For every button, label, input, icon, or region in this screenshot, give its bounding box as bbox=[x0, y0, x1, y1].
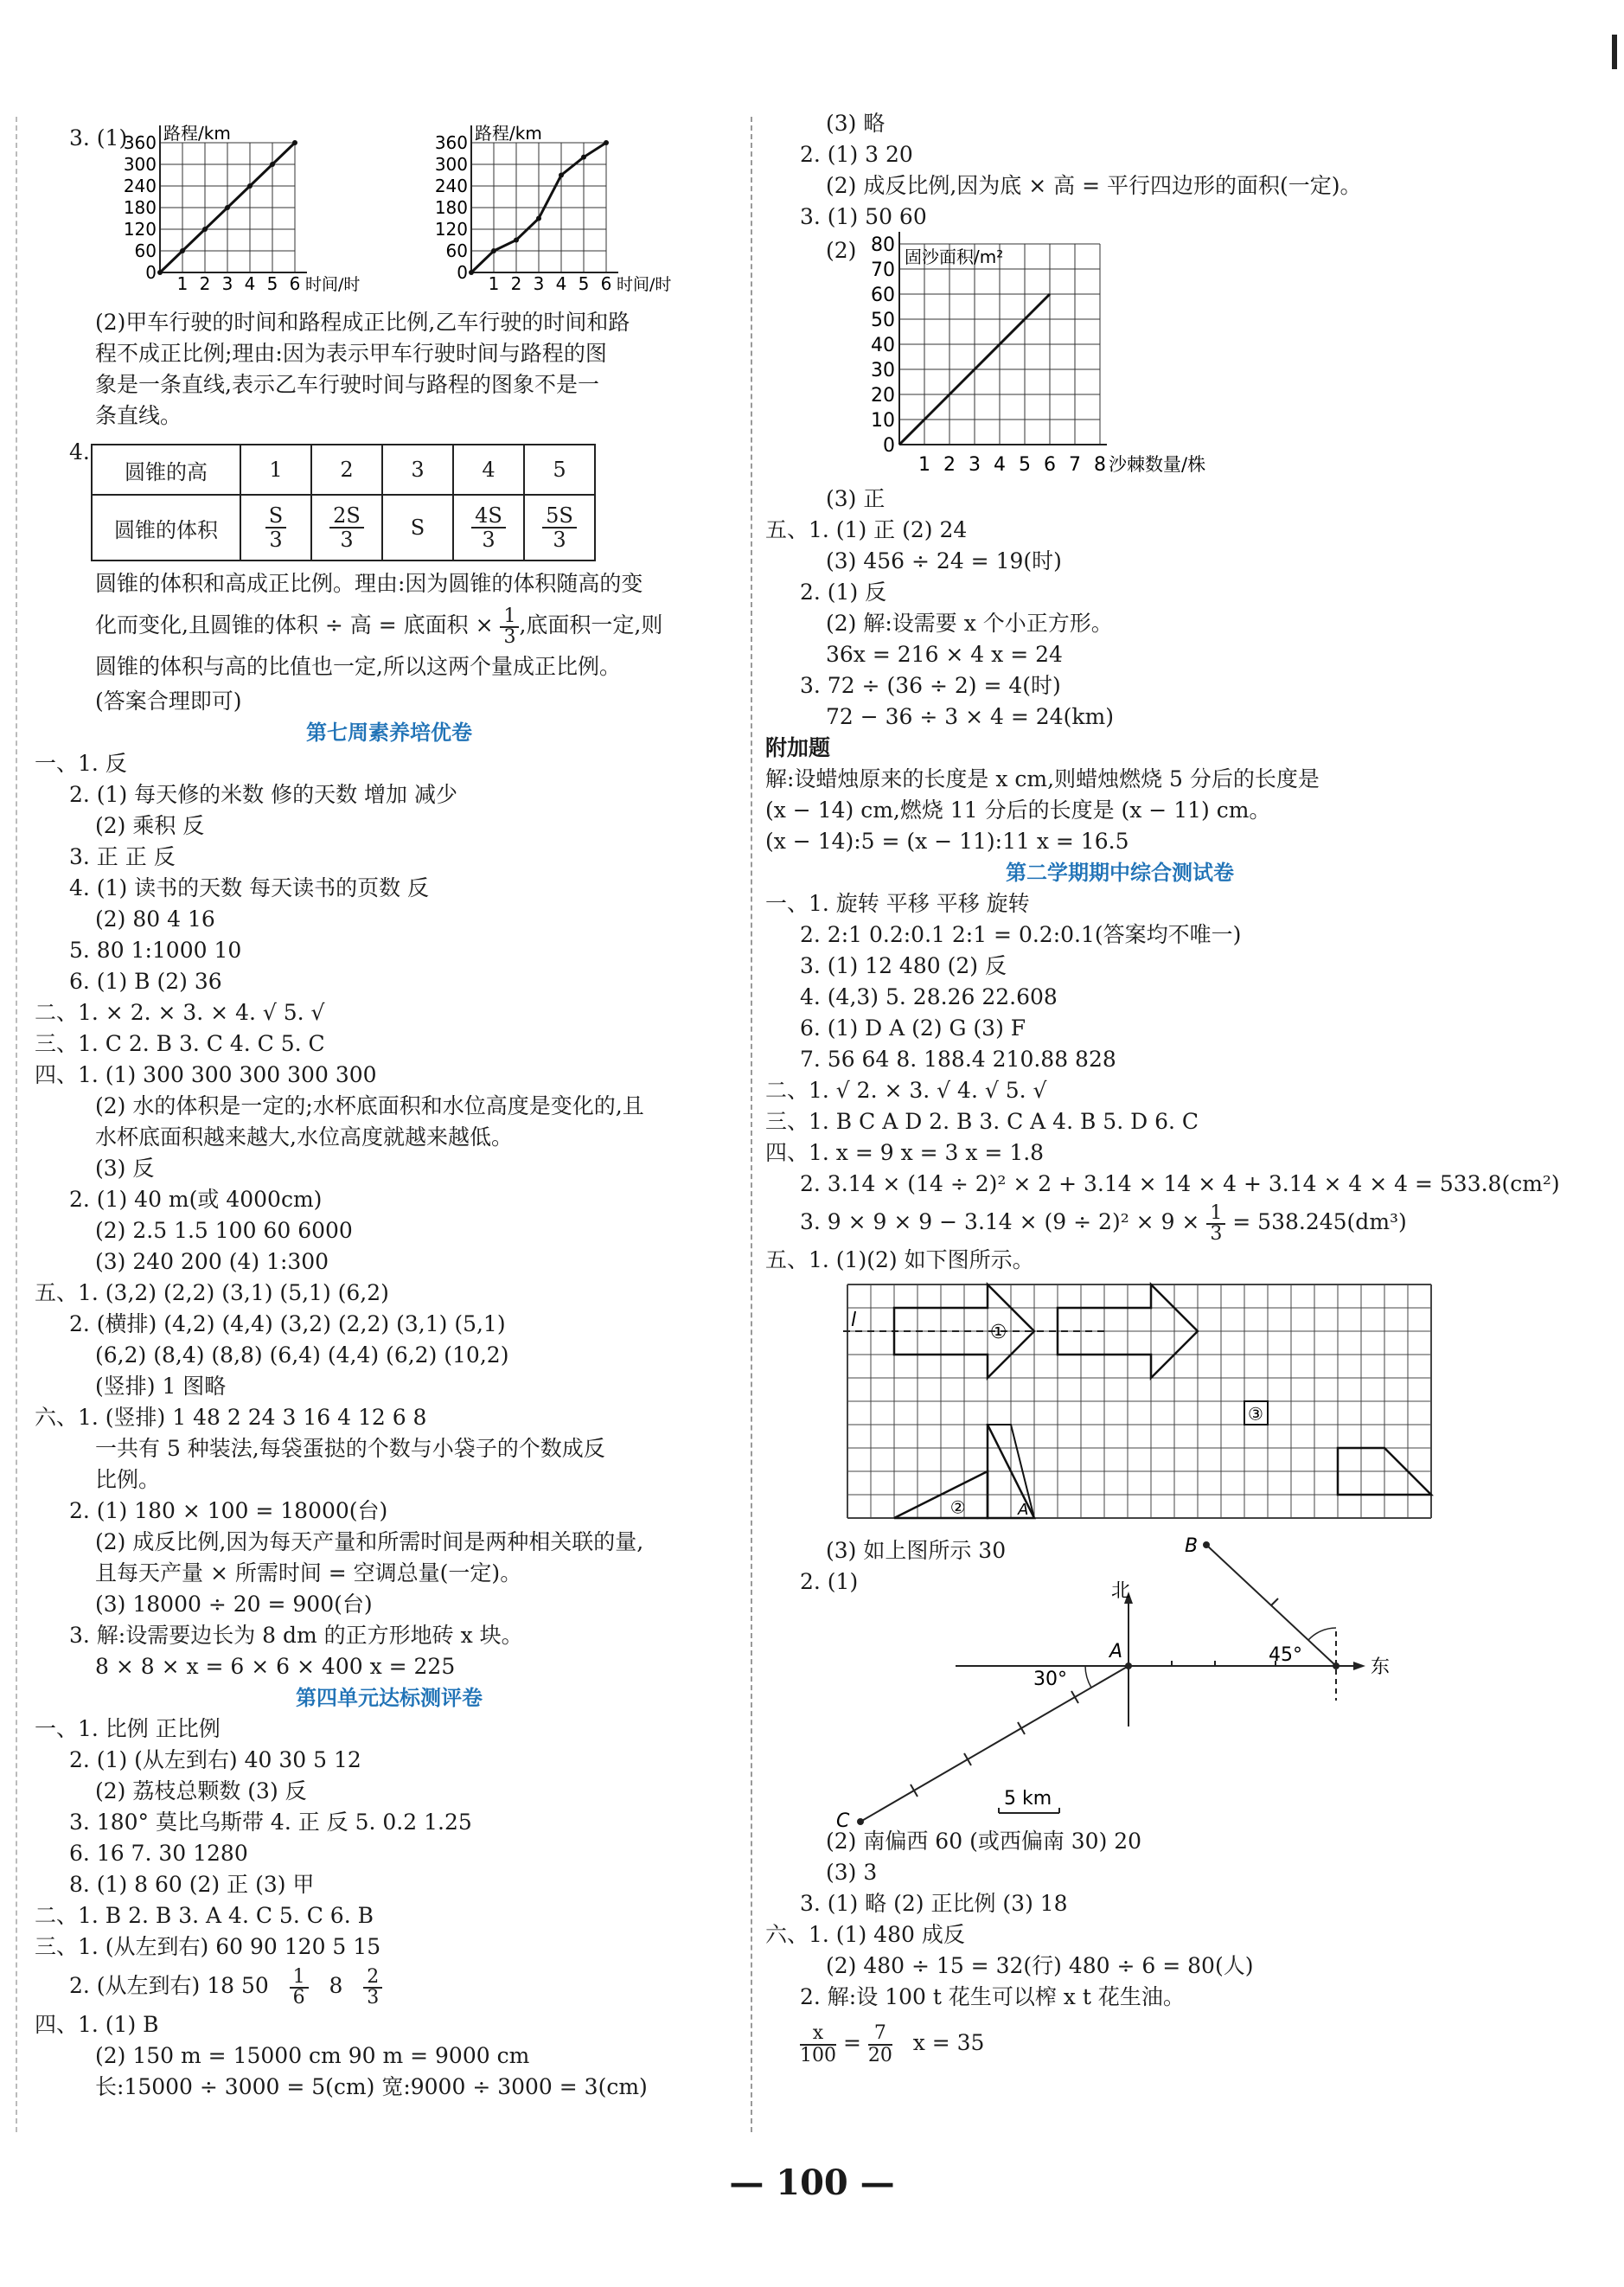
answer-line: 一共有 5 种装法,每袋蛋挞的个数与小袋子的个数成反 bbox=[95, 1436, 605, 1461]
answer-line: 三、1. B C A D 2. B 3. C A 4. B 5. D 6. C bbox=[765, 1109, 1199, 1134]
data-point bbox=[581, 155, 586, 160]
answer-line: 一、1. 比例 正比例 bbox=[35, 1716, 221, 1741]
angle-label: 45° bbox=[1269, 1644, 1302, 1666]
cone-volume-cell bbox=[453, 495, 524, 561]
answer-part: = bbox=[842, 2030, 861, 2055]
frac-num: 4S bbox=[471, 504, 506, 529]
line-c bbox=[860, 1666, 1128, 1822]
frac-den: 3 bbox=[367, 1986, 380, 2008]
scale-label: 5 km bbox=[1004, 1788, 1052, 1810]
answer-line: 6. 16 7. 30 1280 bbox=[69, 1841, 248, 1866]
data-point bbox=[491, 248, 496, 253]
answer-line: 解:设蜡烛原来的长度是 x cm,则蜡烛燃烧 5 分后的长度是 bbox=[765, 766, 1320, 791]
x-tick-label: 2 bbox=[199, 273, 211, 294]
answer-line: (3) 456 ÷ 24 = 19(时) bbox=[826, 548, 1062, 573]
tick-c bbox=[1071, 1691, 1078, 1703]
answer-line: (2) 乘积 反 bbox=[95, 813, 205, 838]
y-tick-label: 60 bbox=[134, 240, 157, 261]
unit4-answers bbox=[35, 1714, 744, 1963]
cone-table bbox=[91, 444, 596, 561]
answer-line: 水杯底面积越来越大,水位高度就越来越低。 bbox=[95, 1124, 513, 1150]
answer-line: 3. (1) 12 480 (2) 反 bbox=[800, 953, 1007, 978]
y-tick-label: 20 bbox=[871, 385, 895, 407]
point-label: C bbox=[836, 1810, 850, 1832]
answer-line: 象是一条直线,表示乙车行驶时间与路程的图象不是一 bbox=[95, 372, 599, 397]
answer-line: 8 × 8 × x = 6 × 6 × 400 x = 225 bbox=[95, 1654, 456, 1679]
x-tick-label: 8 bbox=[1094, 454, 1106, 476]
answer-line: 2. (横排) (4,2) (4,4) (3,2) (2,2) (3,1) (5,1) bbox=[69, 1311, 506, 1336]
chart-jia-car bbox=[125, 117, 419, 303]
x-axis-label: 时间/时 bbox=[305, 275, 361, 294]
x-axis-label: 沙棘数量/株 bbox=[1109, 454, 1206, 475]
answer-line bbox=[35, 1963, 744, 2009]
x-tick-label: 3 bbox=[533, 273, 545, 294]
data-point bbox=[469, 270, 474, 275]
point-label: A bbox=[1109, 1641, 1123, 1662]
point-label: B bbox=[1185, 1535, 1199, 1557]
frac-den: 3 bbox=[503, 625, 516, 648]
chart-yi-car bbox=[434, 117, 731, 303]
data-point bbox=[247, 183, 253, 189]
q3-charts bbox=[35, 108, 744, 307]
q4-text-line: 圆锥的体积与高的比值也一定,所以这两个量成正比例。 bbox=[95, 654, 621, 679]
x-tick-label: 4 bbox=[555, 273, 567, 294]
cone-height-cell: 5 bbox=[524, 445, 595, 495]
answer-line: (2) 150 m = 15000 cm 90 m = 9000 cm bbox=[95, 2043, 530, 2068]
cone-height-cell: 1 bbox=[240, 445, 311, 495]
answer-line: (2) 荔枝总颗数 (3) 反 bbox=[95, 1778, 307, 1803]
answer-line: 五、1. (1)(2) 如下图所示。 bbox=[765, 1247, 1034, 1272]
y-tick-label: 0 bbox=[883, 435, 895, 457]
section-title-week7: 第七周素养培优卷 bbox=[306, 721, 472, 745]
answer-line bbox=[765, 2013, 1474, 2073]
q4-text-part: ,底面积一定,则 bbox=[519, 612, 663, 637]
right-after-chart bbox=[765, 484, 1474, 733]
data-point bbox=[559, 173, 564, 178]
answer-line: 六、1. (竖排) 1 48 2 24 3 16 4 12 6 8 bbox=[35, 1405, 427, 1430]
frac-den: 3 bbox=[1210, 1222, 1223, 1245]
x-tick-label: 6 bbox=[600, 273, 612, 294]
data-point bbox=[536, 216, 541, 221]
q4-block bbox=[35, 435, 744, 565]
answer-part: x = 35 bbox=[912, 2030, 985, 2055]
answer-line: 四、1. x = 9 x = 3 x = 1.8 bbox=[765, 1140, 1045, 1165]
answer-line: 一、1. 反 bbox=[35, 751, 127, 776]
grid-figure-block bbox=[765, 1276, 1474, 1535]
answer-line: (竖排) 1 图略 bbox=[95, 1374, 227, 1399]
answer-line: 7. 56 64 8. 188.4 210.88 828 bbox=[800, 1047, 1116, 1072]
answer-line: 2. 3.14 × (14 ÷ 2)² × 2 + 3.14 × 14 × 4 + 3.14 × 4 × 4 = 533.8(cm²) bbox=[800, 1171, 1560, 1196]
x-tick-label: 2 bbox=[943, 454, 956, 476]
frac-num: S bbox=[265, 504, 286, 529]
answer-line: (2)甲车行驶的时间和路程成正比例,乙车行驶的时间和路 bbox=[95, 310, 630, 335]
answer-line: 36x = 216 × 4 x = 24 bbox=[826, 642, 1063, 667]
y-axis-label: 固沙面积/m² bbox=[905, 247, 1004, 267]
answer-line: (3) 正 bbox=[826, 486, 886, 511]
answer-line: 2. 2:1 0.2:0.1 2:1 = 0.2:0.1(答案均不唯一) bbox=[800, 922, 1242, 947]
midterm-answers bbox=[765, 888, 1560, 1200]
y-tick-label: 60 bbox=[871, 285, 895, 306]
y-tick-label: 120 bbox=[434, 219, 468, 240]
answer-line: 二、1. √ 2. × 3. √ 4. √ 5. √ bbox=[765, 1078, 1047, 1103]
left-column bbox=[35, 108, 744, 2103]
x-tick-label: 3 bbox=[969, 454, 981, 476]
y-axis-label: 路程/km bbox=[475, 123, 542, 144]
answer-line: 三、1. C 2. B 3. C 4. C 5. C bbox=[35, 1031, 325, 1056]
cone-height-row bbox=[92, 445, 595, 495]
cone-volume-cell: S bbox=[382, 495, 453, 561]
answer-line: (2) 成反比例,因为每天产量和所需时间是两种相关联的量, bbox=[95, 1529, 644, 1554]
tick-c bbox=[1018, 1722, 1025, 1734]
chart3-label: (2) bbox=[826, 238, 857, 263]
east-label: 东 bbox=[1371, 1656, 1391, 1678]
y-tick-label: 70 bbox=[871, 259, 895, 281]
right-column bbox=[765, 108, 1560, 2073]
answer-line: 4. (4,3) 5. 28.26 22.608 bbox=[800, 984, 1058, 1009]
q4-text-part: 化而变化,且圆锥的体积 ÷ 高 = 底面积 × bbox=[95, 612, 494, 637]
transform-grid bbox=[826, 1276, 1448, 1535]
frac-num: 1 bbox=[1206, 1204, 1225, 1225]
unit4-answers-tail bbox=[35, 2009, 744, 2103]
data-point bbox=[514, 238, 519, 243]
frac-den: 6 bbox=[292, 1986, 305, 2008]
frac-den: 3 bbox=[482, 528, 496, 552]
answer-line: (3) 18000 ÷ 20 = 900(台) bbox=[95, 1592, 373, 1617]
y-tick-label: 120 bbox=[123, 219, 157, 240]
answer-line: 2. (1) 每天修的米数 修的天数 增加 减少 bbox=[69, 782, 458, 807]
answer-line: 3. 180° 莫比乌斯带 4. 正 反 5. 0.2 1.25 bbox=[69, 1810, 472, 1835]
y-tick-label: 240 bbox=[123, 176, 157, 196]
q4-text-line: 圆锥的体积和高成正比例。理由:因为圆锥的体积随高的变 bbox=[95, 571, 643, 596]
answer-line: 三、1. (从左到右) 60 90 120 5 15 bbox=[35, 1934, 381, 1959]
frac-num: x bbox=[800, 2023, 836, 2046]
frac-num: 7 bbox=[868, 2023, 892, 2046]
answer-line: 6. (1) B (2) 36 bbox=[69, 969, 222, 994]
x-tick-label: 1 bbox=[918, 454, 930, 476]
answer-line: 2. (1) 180 × 100 = 18000(台) bbox=[69, 1498, 388, 1523]
y-tick-label: 300 bbox=[123, 154, 157, 175]
answer-line: 六、1. (1) 480 成反 bbox=[765, 1922, 965, 1947]
frac-den: 3 bbox=[269, 528, 283, 552]
cone-volume-row bbox=[92, 495, 595, 561]
tick-c bbox=[964, 1753, 971, 1765]
y-tick-label: 30 bbox=[871, 360, 895, 381]
answer-line: (2) 水的体积是一定的;水杯底面积和水位高度是变化的,且 bbox=[95, 1093, 644, 1118]
y-axis-label: 路程/km bbox=[163, 123, 231, 144]
y-tick-label: 360 bbox=[123, 132, 157, 153]
week7-answers bbox=[35, 748, 744, 1682]
answer-line: 3. 72 ÷ (36 ÷ 2) = 4(时) bbox=[800, 673, 1061, 698]
answer-line: 五、1. (3,2) (2,2) (3,1) (5,1) (6,2) bbox=[35, 1280, 389, 1305]
answer-line: 2. (1) 40 m(或 4000cm) bbox=[69, 1187, 323, 1212]
answer-line: 比例。 bbox=[95, 1467, 161, 1492]
data-point bbox=[604, 140, 609, 145]
chart-sand-area bbox=[860, 233, 1206, 484]
x-tick-label: 1 bbox=[488, 273, 500, 294]
data-point bbox=[292, 140, 297, 145]
answer-line: 3. (1) 略 (2) 正比例 (3) 18 bbox=[800, 1891, 1068, 1916]
east-arrow bbox=[1353, 1662, 1365, 1670]
angle-arc-45 bbox=[1308, 1628, 1336, 1640]
data-point bbox=[225, 205, 230, 210]
x-tick-label: 2 bbox=[510, 273, 522, 294]
x-tick-label: 7 bbox=[1069, 454, 1081, 476]
chart3-block bbox=[765, 233, 1474, 484]
x-tick-label: 6 bbox=[1044, 454, 1056, 476]
answer-line: 3. 解:设需要边长为 8 dm 的正方形地砖 x 块。 bbox=[69, 1623, 523, 1648]
answer-line: 72 − 36 ÷ 3 × 4 = 24(km) bbox=[826, 704, 1114, 729]
answer-line: 2. (1) 反 bbox=[800, 580, 887, 605]
frac-num: 2S bbox=[329, 504, 364, 529]
q4-label: 4. bbox=[69, 439, 90, 464]
frac-num: 1 bbox=[290, 1968, 309, 1989]
frac-den: 3 bbox=[553, 528, 566, 552]
extra-title: 附加题 bbox=[765, 735, 831, 760]
shape-label: ② bbox=[949, 1496, 966, 1518]
answer-line: 五、1. (1) 正 (2) 24 bbox=[765, 517, 968, 542]
y-tick-label: 240 bbox=[434, 176, 468, 196]
frac-num: 2 bbox=[363, 1968, 382, 1989]
answer-line: (2) 480 ÷ 15 = 32(行) 480 ÷ 6 = 80(人) bbox=[826, 1953, 1254, 1978]
answer-line: 5. 80 1:1000 10 bbox=[69, 938, 242, 963]
cone-volume-header: 圆锥的体积 bbox=[92, 495, 240, 561]
x-axis-label: 时间/时 bbox=[617, 275, 672, 294]
q3-answer-2 bbox=[35, 307, 744, 432]
y-tick-label: 10 bbox=[871, 410, 895, 432]
y-tick-label: 300 bbox=[434, 154, 468, 175]
y-tick-label: 40 bbox=[871, 335, 895, 356]
tick-b bbox=[1271, 1598, 1278, 1605]
right-top-answers bbox=[765, 108, 1474, 233]
frac-den: 100 bbox=[800, 2044, 836, 2066]
y-tick-label: 60 bbox=[445, 240, 468, 261]
cone-height-cell: 3 bbox=[382, 445, 453, 495]
answer-line: 3. (1) 50 60 bbox=[800, 204, 927, 229]
answer-line: 且每天产量 × 所需时间 = 空调总量(一定)。 bbox=[95, 1560, 522, 1586]
cone-height-cell: 4 bbox=[453, 445, 524, 495]
shape-label: ③ bbox=[1248, 1403, 1263, 1425]
y-tick-label: 180 bbox=[434, 197, 468, 218]
answer-line: 四、1. (1) B bbox=[35, 2012, 159, 2037]
y-tick-label: 360 bbox=[434, 132, 468, 153]
x-tick-label: 5 bbox=[266, 273, 278, 294]
answer-line: 2. (1) (从左到右) 40 30 5 12 bbox=[69, 1747, 361, 1772]
corner-mark bbox=[1612, 35, 1617, 69]
tick-c bbox=[911, 1784, 917, 1797]
q4-text-line: (答案合理即可) bbox=[95, 689, 242, 714]
answer-line: 程不成正比例;理由:因为表示甲车行驶时间与路程的图 bbox=[95, 341, 607, 366]
cone-height-cell: 2 bbox=[311, 445, 382, 495]
answer-line bbox=[765, 1200, 1474, 1245]
x-tick-label: 5 bbox=[578, 273, 590, 294]
point-label: A bbox=[1018, 1501, 1029, 1519]
answer-line: (2) 2.5 1.5 100 60 6000 bbox=[95, 1218, 353, 1243]
q4-text-line bbox=[35, 603, 744, 648]
section-title-unit4: 第四单元达标测评卷 bbox=[296, 1686, 483, 1710]
cone-height-header: 圆锥的高 bbox=[92, 445, 240, 495]
answer-line: 6. (1) D A (2) G (3) F bbox=[800, 1015, 1026, 1041]
frac-den: 20 bbox=[867, 2044, 892, 2066]
cone-volume-cell bbox=[311, 495, 382, 561]
y-tick-label: 0 bbox=[145, 262, 157, 283]
answer-line: (3) 反 bbox=[95, 1156, 155, 1181]
x-tick-label: 1 bbox=[176, 273, 189, 294]
answer-line: 长:15000 ÷ 3000 = 5(cm) 宽:9000 ÷ 3000 = 3(cm) bbox=[95, 2074, 648, 2099]
point-b bbox=[1203, 1541, 1210, 1548]
answer-line: (x − 14):5 = (x − 11):11 x = 16.5 bbox=[765, 829, 1129, 854]
data-point bbox=[202, 227, 208, 232]
answer-line: 四、1. (1) 300 300 300 300 300 bbox=[35, 1062, 377, 1087]
answer-line: (2) 南偏西 60 (或西偏南 30) 20 bbox=[826, 1829, 1142, 1854]
y-tick-label: 50 bbox=[871, 310, 895, 331]
x-tick-label: 4 bbox=[994, 454, 1006, 476]
answer-line: 二、1. B 2. B 3. A 4. C 5. C 6. B bbox=[35, 1903, 374, 1928]
y-tick-label: 180 bbox=[123, 197, 157, 218]
angle-label: 30° bbox=[1033, 1669, 1067, 1690]
x-tick-label: 3 bbox=[221, 273, 233, 294]
cone-volume-cell bbox=[524, 495, 595, 561]
extra-answers bbox=[765, 764, 1474, 857]
answer-line: 8. (1) 8 60 (2) 正 (3) 甲 bbox=[69, 1872, 315, 1897]
answer-line: (6,2) (8,4) (8,8) (6,4) (4,4) (6,2) (10,2) bbox=[95, 1342, 509, 1368]
answer-line: 3. 正 正 反 bbox=[69, 844, 176, 869]
q3-label: 3. (1) bbox=[69, 125, 128, 151]
data-point bbox=[157, 270, 163, 275]
answer-line: 2. (1) bbox=[800, 1569, 859, 1594]
answer-line: (3) 3 bbox=[826, 1860, 878, 1885]
left-margin-rule bbox=[16, 117, 17, 2132]
answer-line: (3) 略 bbox=[826, 111, 886, 136]
answer-part: = 538.245(dm³) bbox=[1232, 1209, 1407, 1234]
frac-num: 1 bbox=[500, 607, 519, 628]
y-tick-label: 0 bbox=[457, 262, 468, 283]
answer-line: 4. (1) 读书的天数 每天读书的页数 反 bbox=[69, 875, 430, 900]
answer-part: 8 bbox=[329, 1973, 343, 1998]
data-point bbox=[270, 162, 275, 167]
north-label: 北 bbox=[1111, 1580, 1131, 1602]
answer-part: 2. (从左到右) 18 50 bbox=[69, 1973, 269, 1998]
midterm-answers-tail bbox=[765, 1826, 1474, 2013]
answer-line: (3) 240 200 (4) 1:300 bbox=[95, 1249, 329, 1274]
answer-line: (2) 解:设需要 x 个小正方形。 bbox=[826, 611, 1113, 636]
answer-line: 二、1. × 2. × 3. × 4. √ 5. √ bbox=[35, 1000, 325, 1025]
section-title-midterm: 第二学期期中综合测试卷 bbox=[1006, 861, 1234, 885]
x-tick-label: 4 bbox=[244, 273, 256, 294]
data-point bbox=[180, 248, 185, 253]
column-divider bbox=[751, 117, 752, 2132]
shape-label: ① bbox=[989, 1322, 1007, 1344]
x-tick-label: 6 bbox=[289, 273, 301, 294]
cone-volume-cell bbox=[240, 495, 311, 561]
answer-line: (3) 如上图所示 30 bbox=[826, 1538, 1007, 1563]
answer-line: (x − 14) cm,燃烧 11 分后的长度是 (x − 11) cm。 bbox=[765, 798, 1271, 823]
answer-line: (2) 成反比例,因为底 × 高 = 平行四边形的面积(一定)。 bbox=[826, 173, 1362, 198]
line-label: l bbox=[851, 1310, 857, 1331]
x-tick-label: 5 bbox=[1019, 454, 1031, 476]
frac-den: 3 bbox=[340, 528, 354, 552]
answer-line: 一、1. 旋转 平移 平移 旋转 bbox=[765, 891, 1030, 916]
answer-line: 2. (1) 3 20 bbox=[800, 142, 913, 167]
answer-line: (2) 80 4 16 bbox=[95, 906, 215, 932]
answer-part: 3. 9 × 9 × 9 − 3.14 × (9 ÷ 2)² × 9 × bbox=[800, 1209, 1200, 1234]
answer-line: 2. 解:设 100 t 花生可以榨 x t 花生油。 bbox=[800, 1984, 1185, 2009]
angle-arc-30 bbox=[1085, 1666, 1091, 1688]
frac-num: 5S bbox=[542, 504, 577, 529]
y-tick-label: 80 bbox=[871, 234, 895, 256]
page-number: — 100 — bbox=[729, 2162, 895, 2203]
answer-line: 条直线。 bbox=[95, 403, 182, 428]
point-c bbox=[857, 1818, 864, 1825]
